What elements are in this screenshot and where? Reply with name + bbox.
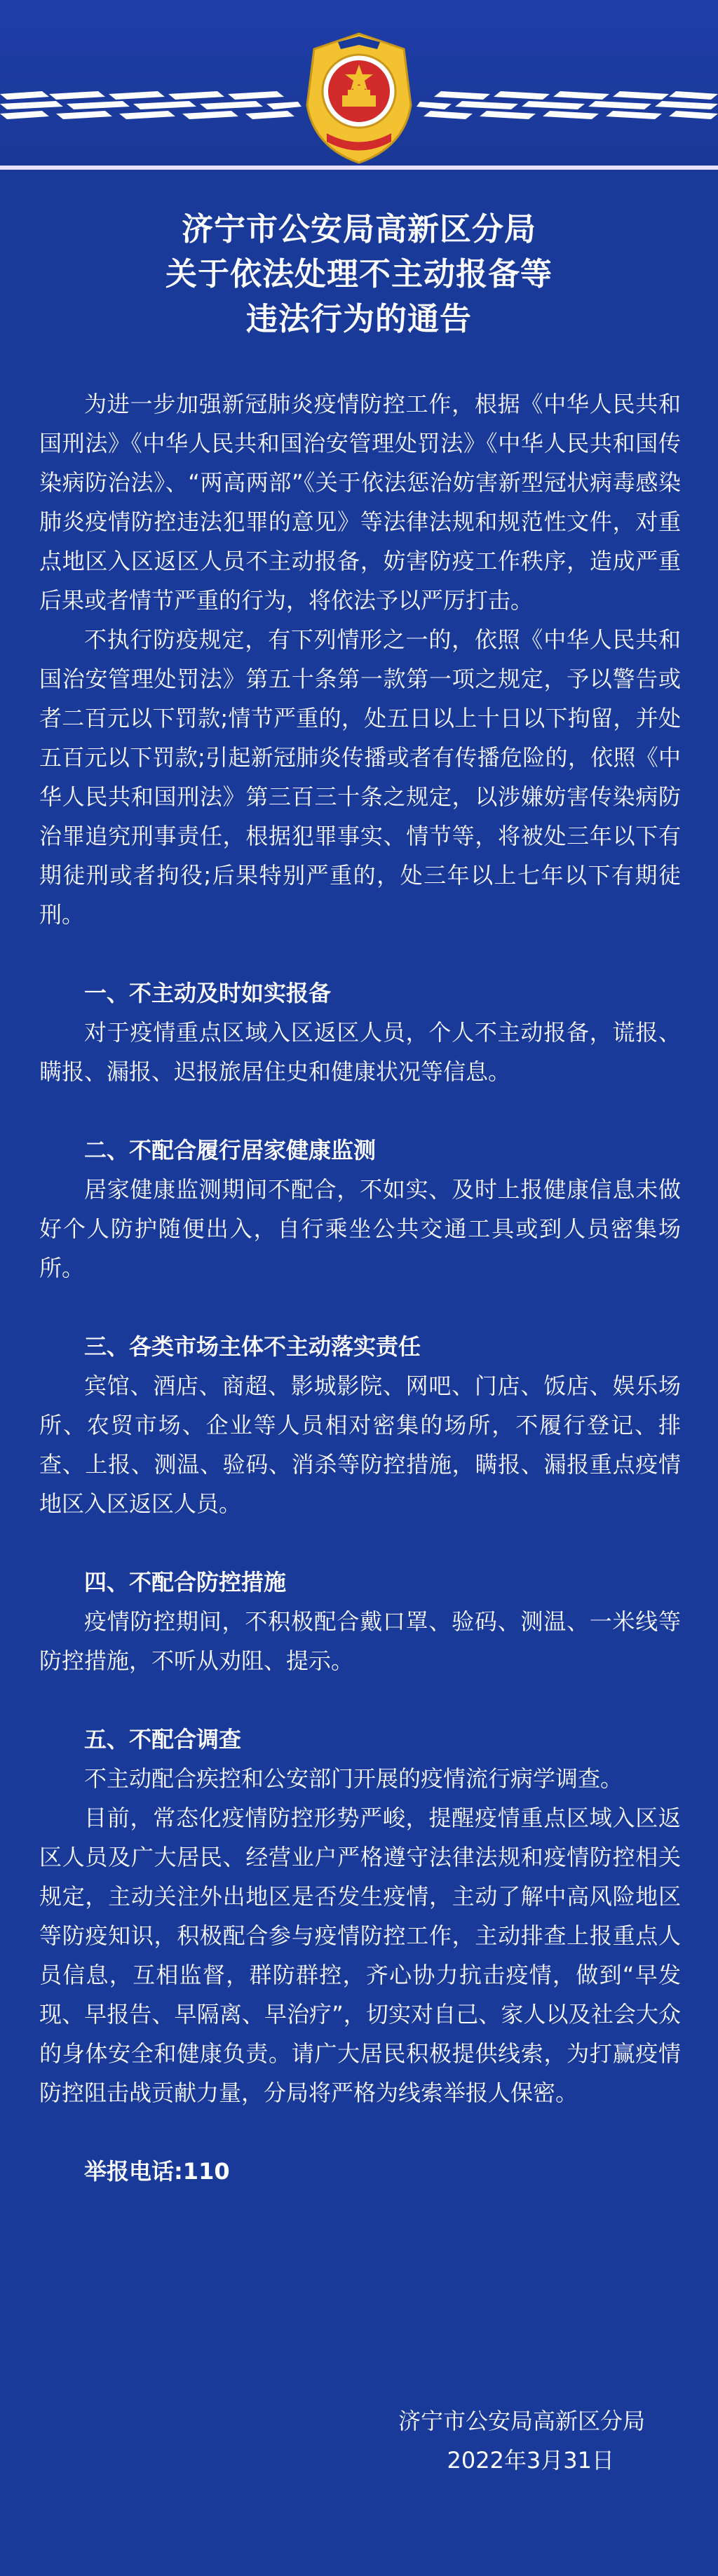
notice-body <box>39 384 681 2191</box>
section-body: 疫情防控期间，不积极配合戴口罩、验码、测温、一米线等防控措施，不听从劝阻、提示。 <box>39 1608 681 1674</box>
closing-paragraph: 目前，常态化疫情防控形势严峻，提醒疫情重点区域入区返区人员及广大居民、经营业户严格遵守法律法规和疫情防控相关规定，主动关注外出地区是否发生疫情，主动了解中高风险地区等防疫知识，积极配合参与疫情防控工作，主动排查上报重点人员信息，互相监督，群防群控，齐心协力抗击疫情，做到“早发现、早报告、早隔离、早治疗”，切实对自己、家人以及社会大众的身体安全和健康负责。请广大居民积极提供线索，为打赢疫情防控阻击战贡献力量，分局将严格为线索举报人保密。 <box>39 1805 681 2106</box>
penalty-paragraph: 不执行防疫规定，有下列情形之一的，依照《中华人民共和国治安管理处罚法》第五十条第一款第一项之规定，予以警告或者二百元以下罚款;情节严重的，处五日以上十日以下拘留，并处五百元以下罚款;引起新冠肺炎传播或者有传播危险的，依照《中华人民共和国刑法》第三百三十条之规定，以涉嫌妨害传染病防治罪追究刑事责任，根据犯罪事实、情节等，将被处三年以下有期徒刑或者拘役;后果特别严重的，处三年以上七年以下有期徒刑。 <box>39 626 681 928</box>
section-heading: 三、各类市场主体不主动落实责任 <box>84 1333 421 1360</box>
signature-block <box>0 2401 645 2480</box>
header-divider <box>0 166 718 170</box>
notice-title <box>0 207 718 342</box>
section-heading: 二、不配合履行居家健康监测 <box>84 1137 377 1164</box>
title-line-3: 违法行为的通告 <box>245 300 472 337</box>
header-banner <box>0 0 718 168</box>
section-body: 宾馆、酒店、商超、影城影院、网吧、门店、饭店、娱乐场所、农贸市场、企业等人员相对密集的场所，不履行登记、排查、上报、测温、验码、消杀等防控措施，瞒报、漏报重点疫情地区入区返区人员。 <box>39 1373 681 1517</box>
section-heading: 一、不主动及时如实报备 <box>84 980 332 1006</box>
right-wing-icon <box>416 90 718 121</box>
title-line-2: 关于依法处理不主动报备等 <box>165 255 553 292</box>
section-body: 不主动配合疾控和公安部门开展的疫情流行病学调查。 <box>84 1765 623 1792</box>
title-line-1: 济宁市公安局高新区分局 <box>181 210 536 248</box>
police-emblem-icon <box>299 28 419 168</box>
signature-date: 2022年3月31日 <box>447 2447 614 2474</box>
section-heading: 五、不配合调查 <box>84 1726 242 1753</box>
intro-paragraph: 为进一步加强新冠肺炎疫情防控工作，根据《中华人民共和国刑法》《中华人民共和国治安管理处罚法》《中华人民共和国传染病防治法》、“两高两部”《关于依法惩治妨害新型冠状病毒感染肺炎疫情防控违法犯罪的意见》等法律法规和规范性文件，对重点地区入区返区人员不主动报备，妨害防疫工作秩序，造成严重后果或者情节严重的行为，将依法予以严厉打击。 <box>39 391 681 614</box>
section-body: 对于疫情重点区域入区返区人员，个人不主动报备，谎报、瞒报、漏报、迟报旅居住史和健康状况等信息。 <box>39 1019 681 1085</box>
report-hotline: 举报电话:110 <box>84 2158 230 2185</box>
section-heading: 四、不配合防控措施 <box>84 1569 287 1596</box>
signature-org: 济宁市公安局高新区分局 <box>398 2408 645 2434</box>
left-wing-icon <box>0 90 302 121</box>
section-body: 居家健康监测期间不配合，不如实、及时上报健康信息未做好个人防护随便出入，自行乘坐公共交通工具或到人员密集场所。 <box>39 1176 681 1281</box>
